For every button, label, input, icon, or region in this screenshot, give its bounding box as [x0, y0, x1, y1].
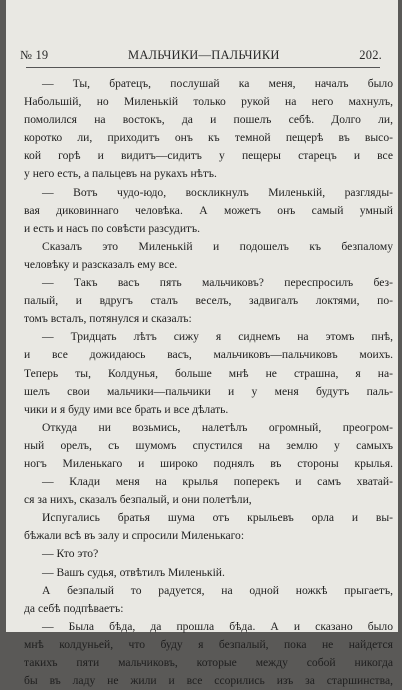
text-line: — Вотъ чудо-юдо, воскликнулъ Миленькій, разгляды- [42, 185, 393, 199]
text-line: ногъ Миленькаго и широко поднялъ въ стороны крылья. [24, 456, 393, 470]
text-line: Теперь ты, Колдунья, больше мнѣ не страшна, я на- [24, 366, 393, 380]
running-title: МАЛЬЧИКИ—ПАЛЬЧИКИ [128, 48, 280, 62]
text-line: коротко ли, приходитъ онъ къ темной пещерѣ въ высо- [24, 131, 393, 145]
text-line: — Была бѣда, да прошла бѣда. А и сказано было [42, 619, 393, 633]
text-line: — Кто это? [42, 547, 99, 561]
issue-number: № 19 [20, 48, 49, 62]
text-line: мнѣ колдуньей, что буду я безпалый, пока не найдется [24, 637, 393, 651]
text-line: шелъ свои мальчики—пальчики и у меня будутъ паль- [24, 384, 393, 398]
text-line: бы въ ладу не жили и все ссорились изъ за старшинства, [24, 674, 393, 688]
book-page [6, 0, 398, 688]
text-line: бѣжали всѣ въ залу и спросили Миленькаго: [24, 529, 245, 543]
text-line: — Клади меня на крылья поперекъ и самъ хватай- [42, 475, 393, 489]
text-line: — Тридцать лѣтъ сижу я сиднемъ на этомъ пнѣ, [42, 330, 393, 344]
text-line: палый, и вдругъ сталъ веселъ, задвигалъ локтями, по- [24, 294, 393, 308]
page-number: 202. [359, 48, 382, 62]
text-line: Откуда ни возьмись, налетѣлъ огромный, преогром- [42, 420, 393, 434]
running-header [20, 48, 382, 66]
text-line: человѣку и разсказалъ ему все. [24, 257, 178, 271]
text-line: да себѣ подпѣваетъ: [24, 601, 124, 615]
text-line: Испугались братья шума отъ крыльевъ орла и вы- [42, 511, 393, 525]
header-rule [26, 67, 380, 68]
text-line: — Ты, братецъ, послушай ка меня, началъ было [42, 77, 393, 90]
text-line: и все дожидаюсь васъ, мальчиковъ—пальчиковъ моихъ. [24, 348, 393, 362]
text-line: Сказалъ это Миленькій и подошелъ къ безпалому [42, 239, 393, 253]
body-text [24, 75, 393, 690]
text-line: — Вашъ судья, отвѣтилъ Миленькій. [42, 565, 225, 579]
text-line: и есть и насъ по совѣсти разсудитъ. [24, 221, 201, 235]
text-line: кой горѣ и видитъ—сидитъ у пещеры старецъ и все [24, 149, 393, 163]
text-line: ный орелъ, съ шумомъ спустился на землю у самыхъ [24, 438, 393, 452]
text-line: такихъ пяти мальчиковъ, которые между собой никогда [24, 656, 393, 669]
text-line: помолился на востокъ, да и пошелъ себѣ. Долго ли, [24, 113, 393, 127]
text-line: чики и я буду ими все брать и все дѣлать. [24, 402, 229, 416]
text-line: А безпалый то радуется, на одной ножкѣ прыгаетъ, [42, 583, 393, 597]
text-line: томъ всталъ, потянулся и сказалъ: [24, 312, 192, 326]
text-line: ся за нихъ, сказалъ безпалый, и они полетѣли, [24, 493, 252, 507]
text-line: Набольшій, но Миленькій только рукой на него махнулъ, [24, 95, 393, 109]
text-line: у него есть, а пальцевъ на рукахъ нѣтъ. [24, 167, 217, 181]
text-line: вая диковиннаго человѣка. А можетъ онъ самый умный [24, 203, 393, 217]
text-line: — Такъ васъ пять мальчиковъ? переспросилъ без- [42, 276, 393, 290]
